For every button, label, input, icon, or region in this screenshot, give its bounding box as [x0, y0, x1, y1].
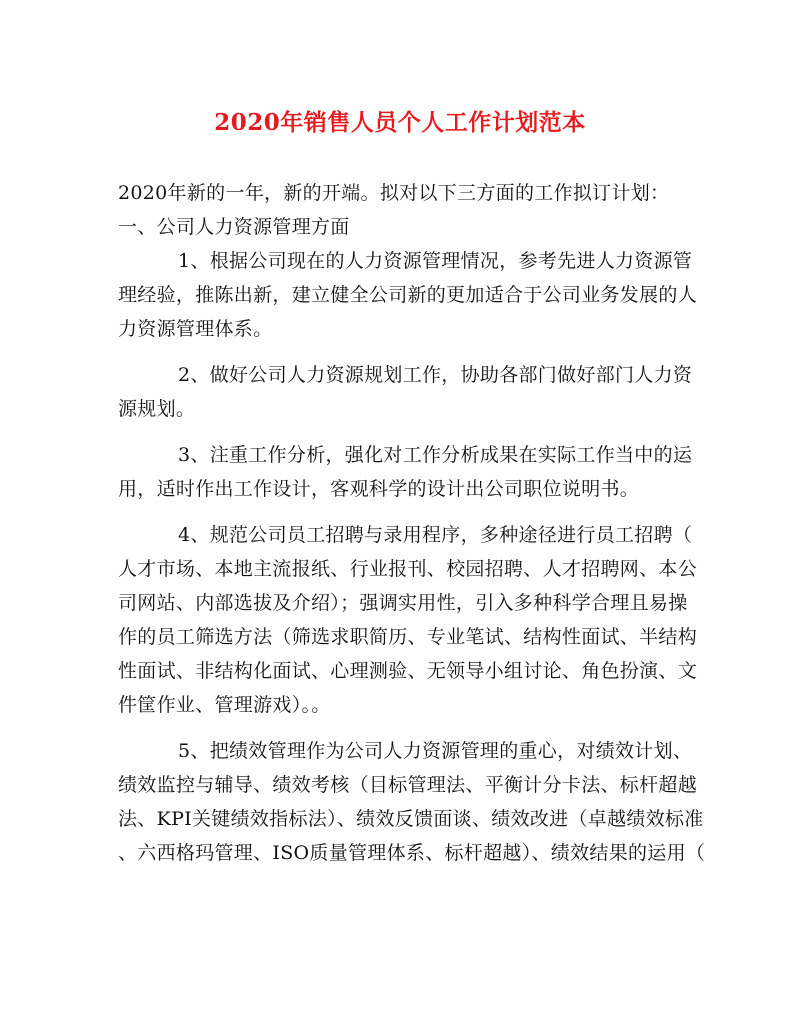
paragraph-gap — [118, 426, 688, 438]
paragraph-4-line-4: 作的员工筛选方法（筛选求职简历、专业笔试、结构性面试、半结构 — [118, 626, 698, 648]
document-body — [118, 176, 706, 870]
intro-line: 2020年新的一年，新的开端。拟对以下三方面的工作拟订计划： — [118, 182, 670, 204]
paragraph-gap — [118, 722, 688, 734]
paragraph-4-line-5: 性面试、非结构化面试、心理测验、无领导小组讨论、角色扮演、文 — [118, 660, 698, 682]
paragraph-3-line-1: 3、注重工作分析，强化对工作分析成果在实际工作当中的运 — [178, 444, 693, 466]
paragraph-5-line-3: 法、KPI关键绩效指标法）、绩效反馈面谈、绩效改进（卓越绩效标准 — [118, 808, 704, 830]
paragraph-4-line-2: 人才市场、本地主流报纸、行业报刊、校园招聘、人才招聘网、本公 — [118, 558, 698, 580]
document-title: 2020年销售人员个人工作计划范本 — [214, 109, 586, 136]
paragraph-2-line-2: 源规划。 — [118, 398, 196, 420]
section-heading: 一、公司人力资源管理方面 — [118, 216, 350, 238]
paragraph-4-line-1: 4、规范公司员工招聘与录用程序，多种途径进行员工招聘（ — [178, 524, 693, 546]
paragraph-2-line-1: 2、做好公司人力资源规划工作，协助各部门做好部门人力资 — [178, 364, 693, 386]
paragraph-3-line-2: 用，适时作出工作设计，客观科学的设计出公司职位说明书。 — [118, 478, 640, 500]
paragraph-1-line-3: 力资源管理体系。 — [118, 318, 273, 340]
paragraph-gap — [118, 346, 688, 358]
paragraph-5-line-1: 5、把绩效管理作为公司人力资源管理的重心，对绩效计划、 — [178, 740, 693, 762]
paragraph-5-line-4: 、六西格玛管理、ISO质量管理体系、标杆超越）、绩效结果的运用（ — [118, 842, 706, 864]
paragraph-gap — [118, 506, 688, 518]
paragraph-1-line-2: 理经验，推陈出新，建立健全公司新的更加适合于公司业务发展的人 — [118, 284, 698, 306]
paragraph-1-line-1: 1、根据公司现在的人力资源管理情况，参考先进人力资源管 — [178, 250, 693, 272]
paragraph-5-line-2: 绩效监控与辅导、绩效考核（目标管理法、平衡计分卡法、标杆超越 — [118, 774, 698, 796]
paragraph-4-line-3: 司网站、内部选拔及介绍）；强调实用性，引入多种科学合理且易操 — [118, 592, 688, 614]
paragraph-4-line-6: 件筐作业、管理游戏）。。 — [118, 694, 331, 716]
